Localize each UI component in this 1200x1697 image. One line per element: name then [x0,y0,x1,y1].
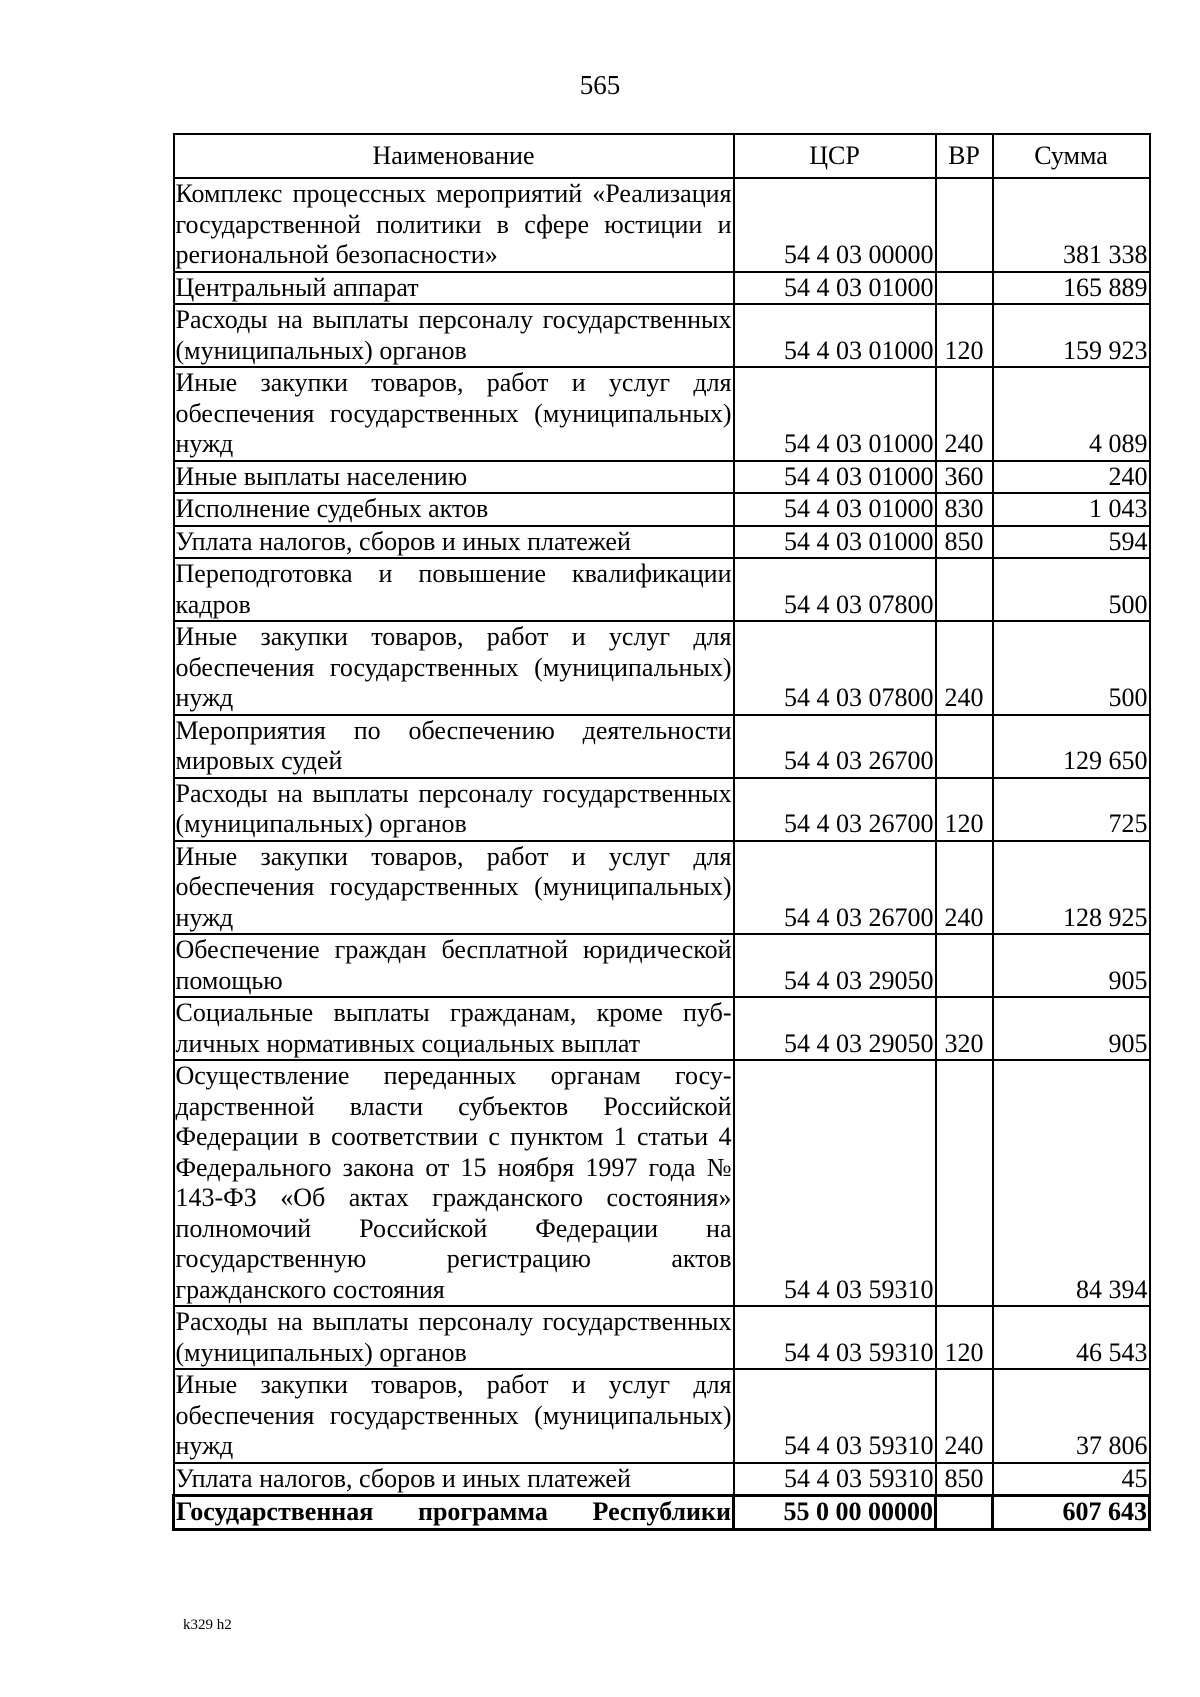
row-csr-cell: 54 4 03 26700 [734,841,936,935]
row-sum-cell: 607 643 [993,1496,1150,1530]
row-vr-cell: 240 [936,621,993,715]
row-sum-cell: 905 [993,934,1150,997]
row-sum-cell: 240 [993,461,1150,494]
row-sum-cell: 500 [993,558,1150,621]
row-vr-cell: 850 [936,526,993,559]
row-csr-cell: 54 4 03 01000 [734,493,936,526]
row-vr-cell: 360 [936,461,993,494]
row-csr-cell: 54 4 03 26700 [734,715,936,778]
row-csr-cell: 54 4 03 01000 [734,304,936,367]
row-name-cell: Иные выплаты населению [174,461,734,494]
row-csr-cell: 54 4 03 01000 [734,461,936,494]
row-csr-cell: 55 0 00 00000 [734,1496,936,1530]
row-sum-cell: 37 806 [993,1369,1150,1463]
row-vr-cell: 850 [936,1463,993,1496]
table-row [174,558,1150,621]
table-row [174,1306,1150,1369]
row-sum-cell: 905 [993,997,1150,1060]
row-name-cell: Расходы на выплаты персоналу государственных (муниципальных) органов [174,778,734,841]
row-sum-cell: 725 [993,778,1150,841]
row-sum-cell: 84 394 [993,1060,1150,1306]
row-sum-cell: 129 650 [993,715,1150,778]
row-vr-cell [936,715,993,778]
budget-table [172,133,1151,1531]
row-name-cell: Уплата налогов, сборов и иных платежей [174,1463,734,1496]
header-csr: ЦСР [734,134,936,178]
table-row [174,1369,1150,1463]
row-name-cell: Государственная программа Республики [174,1496,734,1530]
row-sum-cell: 165 889 [993,272,1150,305]
table-row [174,997,1150,1060]
row-name-cell: Мероприятия по обеспечению деятельности мировых судей [174,715,734,778]
table-row [174,178,1150,272]
table-row [174,493,1150,526]
row-csr-cell: 54 4 03 07800 [734,621,936,715]
row-vr-cell [936,934,993,997]
row-name-cell: Уплата налогов, сборов и иных платежей [174,526,734,559]
row-vr-cell: 830 [936,493,993,526]
row-vr-cell: 240 [936,841,993,935]
row-sum-cell: 46 543 [993,1306,1150,1369]
row-name-cell: Центральный аппарат [174,272,734,305]
row-csr-cell: 54 4 03 00000 [734,178,936,272]
row-vr-cell: 240 [936,1369,993,1463]
page-number: 565 [579,70,621,100]
row-name-cell: Осуществление переданных органам государственной власти субъектов Российской Федерации в соответствии с пунктом 1 статьи 4 Федерального закона от 15 ноября 1997 года № 143-ФЗ «Об актах гражданского состояния» полномочий Российской Федерации на государственную регистрацию актов гражданского состояния [174,1060,734,1306]
row-sum-cell: 500 [993,621,1150,715]
row-name-cell: Переподготовка и повышение квалификации кадров [174,558,734,621]
table-header-row [174,134,1150,178]
row-sum-cell: 1 043 [993,493,1150,526]
row-name-cell: Расходы на выплаты персоналу государственных (муниципальных) органов [174,1306,734,1369]
row-csr-cell: 54 4 03 26700 [734,778,936,841]
row-name-cell: Иные закупки товаров, работ и услуг для обеспечения государственных (муниципальных) нужд [174,841,734,935]
row-sum-cell: 128 925 [993,841,1150,935]
row-csr-cell: 54 4 03 07800 [734,558,936,621]
table-row [174,304,1150,367]
row-vr-cell [936,558,993,621]
row-name-cell: Иные закупки товаров, работ и услуг для обеспечения государственных (муниципальных) нужд [174,621,734,715]
header-sum: Сумма [993,134,1150,178]
row-csr-cell: 54 4 03 01000 [734,272,936,305]
header-vr: ВР [936,134,993,178]
row-vr-cell [936,1496,993,1530]
table-row [174,621,1150,715]
footer-code: k329 h2 [183,1617,232,1633]
row-name-cell: Социальные выплаты гражданам, кроме публичных нормативных социальных выплат [174,997,734,1060]
row-vr-cell: 120 [936,304,993,367]
row-vr-cell: 240 [936,367,993,461]
row-vr-cell [936,178,993,272]
row-csr-cell: 54 4 03 01000 [734,367,936,461]
row-name-cell: Комплекс процессных мероприятий «Реализация государственной политики в сфере юстиции и региональной безопасности» [174,178,734,272]
row-name-cell: Исполнение судебных актов [174,493,734,526]
row-name-cell: Обеспечение граждан бесплатной юридической помощью [174,934,734,997]
table-row [174,526,1150,559]
header-name: Наименование [174,134,734,178]
row-name-cell: Иные закупки товаров, работ и услуг для обеспечения государственных (муниципальных) нужд [174,367,734,461]
row-vr-cell: 320 [936,997,993,1060]
table-row [174,1463,1150,1496]
row-sum-cell: 45 [993,1463,1150,1496]
table-row [174,461,1150,494]
table-body [174,178,1150,1529]
table-row [174,367,1150,461]
row-vr-cell [936,272,993,305]
row-vr-cell [936,1060,993,1306]
row-csr-cell: 54 4 03 29050 [734,997,936,1060]
table-row [174,841,1150,935]
row-csr-cell: 54 4 03 01000 [734,526,936,559]
table-row [174,934,1150,997]
table-row [174,272,1150,305]
table-row [174,715,1150,778]
row-csr-cell: 54 4 03 59310 [734,1060,936,1306]
row-sum-cell: 381 338 [993,178,1150,272]
row-name-cell: Расходы на выплаты персоналу государственных (муниципальных) органов [174,304,734,367]
table-row [174,1496,1150,1530]
row-csr-cell: 54 4 03 59310 [734,1306,936,1369]
row-sum-cell: 4 089 [993,367,1150,461]
row-csr-cell: 54 4 03 59310 [734,1369,936,1463]
row-csr-cell: 54 4 03 29050 [734,934,936,997]
row-sum-cell: 594 [993,526,1150,559]
row-csr-cell: 54 4 03 59310 [734,1463,936,1496]
row-name-cell: Иные закупки товаров, работ и услуг для обеспечения государственных (муниципальных) нужд [174,1369,734,1463]
row-vr-cell: 120 [936,1306,993,1369]
row-vr-cell: 120 [936,778,993,841]
row-sum-cell: 159 923 [993,304,1150,367]
table-row [174,778,1150,841]
table-row [174,1060,1150,1306]
